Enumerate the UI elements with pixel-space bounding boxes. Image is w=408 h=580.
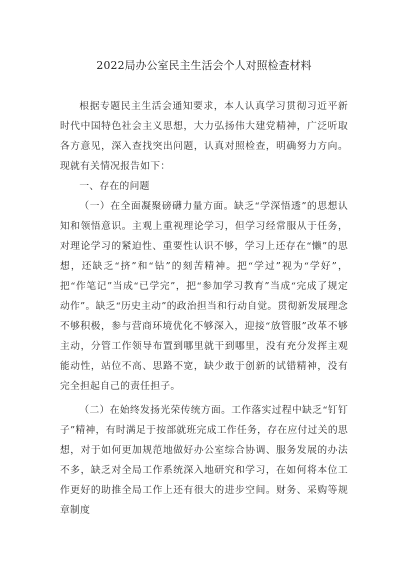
paragraph-political-strength: （一）在全面凝聚磅礴力量方面。缺乏“学深悟透”的思想认知和领悟意识。主观上重视理论学习，但学习经常服从于任务，对理论学习的紧迫性、重要性认识不够，学习上还存在“懒”的思想，还缺乏“挤”和“钻”的刻苦精神。把“学过”视为“学好”，把“作笔记”当成“已学完”，把“参加学习教育”当成“完成了规定动作”。缺乏“历史主动”的政治担当和行动自觉。贯彻新发展理念不够积极，参与营商环境优化不够深入，迎接“放管服”改革不够主动，分管工作领导布置到哪里就干到哪里，没有充分发挥主观能动性，站位不高、思路不宽，缺少敢于创新的试错精神，没有完全担起自己的责任担子。 <box>60 201 348 392</box>
intro-paragraph: 根据专题民主生活会通知要求，本人认真学习贯彻习近平新时代中国特色社会主义思想，大力弘扬伟大建党精神，广泛听取各方意见，深入查找突出问题，认真对照检查，明确努力方向。现就有关情况报告如下： <box>60 101 348 172</box>
paragraph-glorious-tradition: （二）在始终发扬光荣传统方面。工作落实过程中缺乏“钉钉子”精神，有时满足于按部就班完成工作任务，存在应付过关的思想，对于如何更加规范地做好办公室综合协调、服务发展的办法不多，缺乏对全局工作系统深入地研究和学习，在如何将本位工作更好的助推全局工作上还有很大的进步空间。财务、采购等规章制度 <box>60 405 348 516</box>
document-title: 2022局办公室民主生活会个人对照检查材料 <box>96 59 312 72</box>
section-heading: 一、存在的问题 <box>79 181 150 192</box>
